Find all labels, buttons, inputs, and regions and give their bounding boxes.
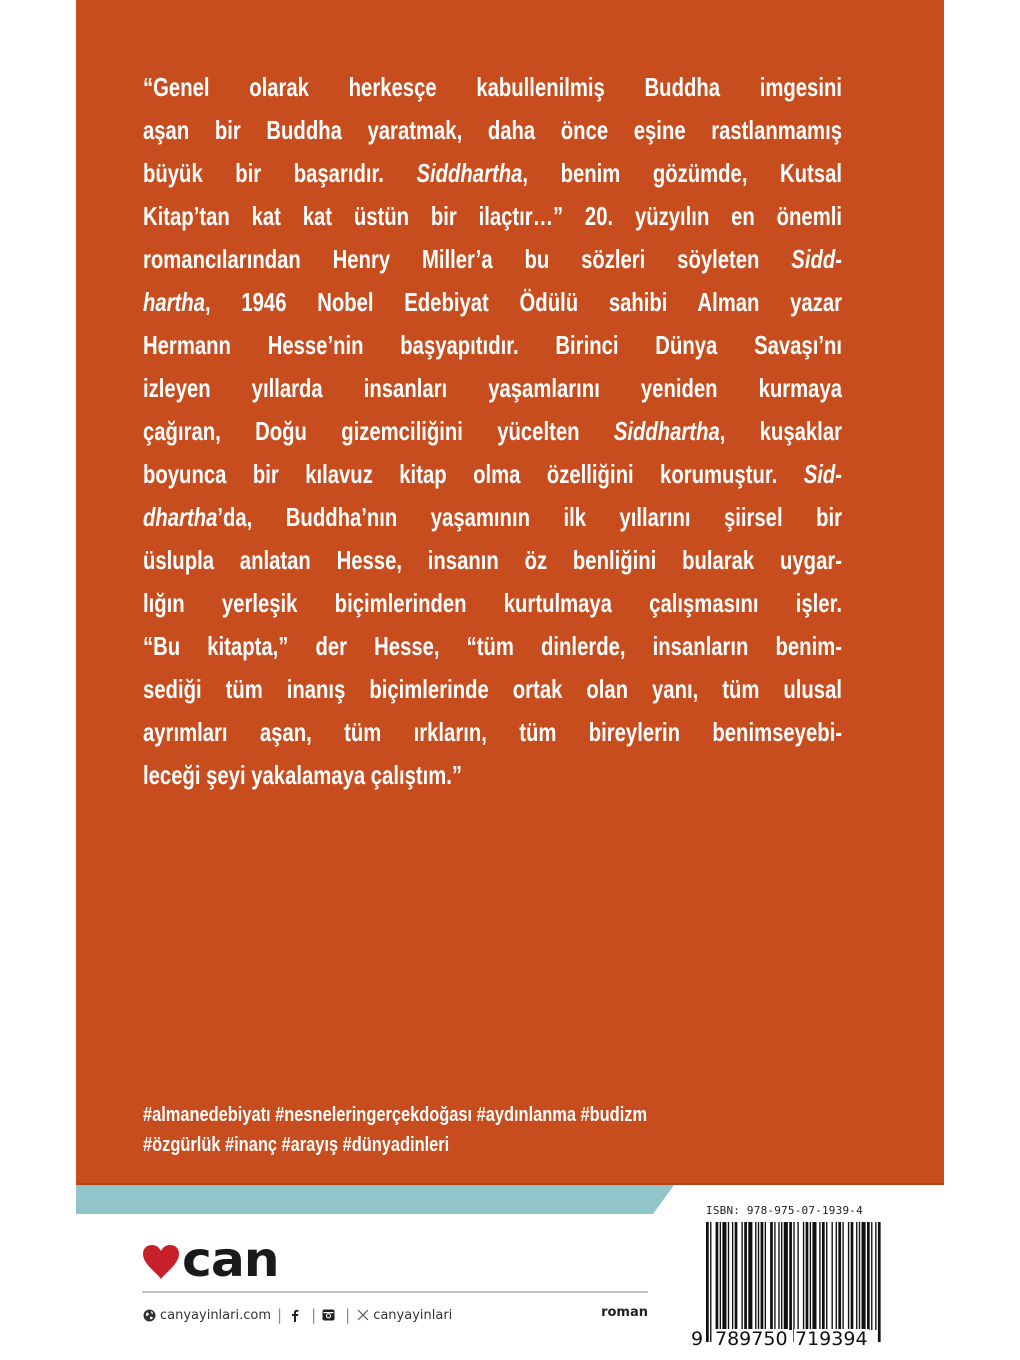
instagram-icon[interactable]	[322, 1309, 335, 1322]
blurb-text-segment: çağıran, Doğu gizemciliğini yücelten	[143, 416, 614, 446]
publisher-logo	[142, 1232, 279, 1288]
blurb-line	[143, 582, 842, 625]
barcode-digits-group1: 789750	[715, 1328, 788, 1350]
blurb-text-segment: ayrımları aşan, tüm ırkların, tüm bireylerin benimseyebi-	[143, 717, 843, 747]
footer-divider	[142, 1291, 648, 1293]
blurb-line	[143, 496, 842, 539]
heart-icon	[142, 1244, 180, 1280]
blurb-line	[143, 152, 842, 195]
blurb-text-segment: aşan bir Buddha yaratmak, daha önce eşine rastlanmamış	[143, 115, 843, 145]
separator: |	[277, 1306, 283, 1324]
blurb-text-segment: “Genel olarak herkesçe kabullenilmiş Buddha imgesini	[143, 72, 842, 102]
genre-label: roman	[601, 1305, 648, 1320]
blurb-text-segment: , 1946 Nobel Edebiyat Ödülü sahibi Alman yazar	[204, 287, 843, 317]
blurb-line	[143, 109, 842, 152]
blurb-line	[143, 367, 842, 410]
blurb-line	[143, 238, 842, 281]
isbn-label: ISBN: 978-975-07-1939-4	[706, 1204, 863, 1217]
book-title-italic: Siddhartha	[416, 158, 523, 188]
blurb-text-segment: “Bu kitapta,” der Hesse, “tüm dinlerde, insanların benim-	[143, 631, 843, 661]
x-icon[interactable]	[356, 1309, 369, 1322]
blurb-text-segment: leceği şeyi yakalamaya çalıştım.”	[143, 760, 463, 790]
blurb-line	[143, 66, 842, 109]
book-title-italic: dhartha	[143, 502, 218, 532]
book-title-italic: Siddhartha	[613, 416, 720, 446]
footer-links	[143, 1305, 452, 1325]
website-link[interactable]: canyayinlari.com	[160, 1307, 271, 1323]
hashtag-line-1: #almanedebiyatı #nesneleringerçekdoğası #aydınlanma #budizm	[143, 1104, 648, 1126]
blurb-text-segment: büyük bir başarıdır.	[143, 158, 417, 188]
barcode	[706, 1222, 882, 1342]
teal-band	[76, 1185, 674, 1214]
barcode-digits-group2: 719394	[795, 1328, 868, 1350]
globe-icon	[143, 1309, 156, 1322]
blurb-line	[143, 668, 842, 711]
blurb-text-segment: lığın yerleşik biçimlerinden kurtulmaya çalışmasını işler.	[143, 588, 843, 618]
blurb-text-segment: boyunca bir kılavuz kitap olma özelliğini korumuştur.	[143, 459, 804, 489]
blurb-line	[143, 539, 842, 582]
blurb-line	[143, 410, 842, 453]
hashtags	[143, 1100, 843, 1160]
blurb-line	[143, 195, 842, 238]
separator: |	[311, 1306, 317, 1324]
blurb-text-segment: ’da, Buddha’nın yaşamının ilk yıllarını şiirsel bir	[217, 502, 843, 532]
blurb-line	[143, 453, 842, 496]
book-title-italic: Sidd-	[791, 244, 843, 274]
blurb-line	[143, 754, 842, 797]
book-title-italic: Sid-	[803, 459, 843, 489]
blurb-text-segment: , kuşaklar	[719, 416, 843, 446]
blurb-text-segment: izleyen yıllarda insanları yaşamlarını yeniden kurmaya	[143, 373, 843, 403]
book-title-italic: hartha	[143, 287, 205, 317]
blurb-line	[143, 711, 842, 754]
separator: |	[345, 1306, 351, 1324]
blurb-line	[143, 625, 842, 668]
blurb-text-segment: sediği tüm inanış biçimlerinde ortak olan yanı, tüm ulusal	[143, 674, 843, 704]
social-handle[interactable]: canyayinlari	[373, 1307, 453, 1323]
blurb-text-segment: üslupla anlatan Hesse, insanın öz benliğini bularak uygar-	[143, 545, 843, 575]
blurb-line	[143, 281, 842, 324]
blurb-text-segment: romancılarından Henry Miller’a bu sözleri söyleten	[143, 244, 792, 274]
blurb-text	[143, 66, 842, 797]
logo-wordmark: can	[182, 1232, 279, 1288]
blurb-text-segment: , benim gözümde, Kutsal	[522, 158, 843, 188]
blurb-line	[143, 324, 842, 367]
blurb-text-segment: Hermann Hesse’nin başyapıtıdır. Birinci Dünya Savaşı’nı	[143, 330, 843, 360]
hashtag-line-2: #özgürlük #inanç #arayış #dünyadinleri	[143, 1134, 450, 1156]
barcode-digit-first: 9	[691, 1328, 704, 1350]
facebook-icon[interactable]	[288, 1309, 301, 1322]
blurb-text-segment: Kitap’tan kat kat üstün bir ilaçtır…” 20. yüzyılın en önemli	[143, 201, 842, 231]
